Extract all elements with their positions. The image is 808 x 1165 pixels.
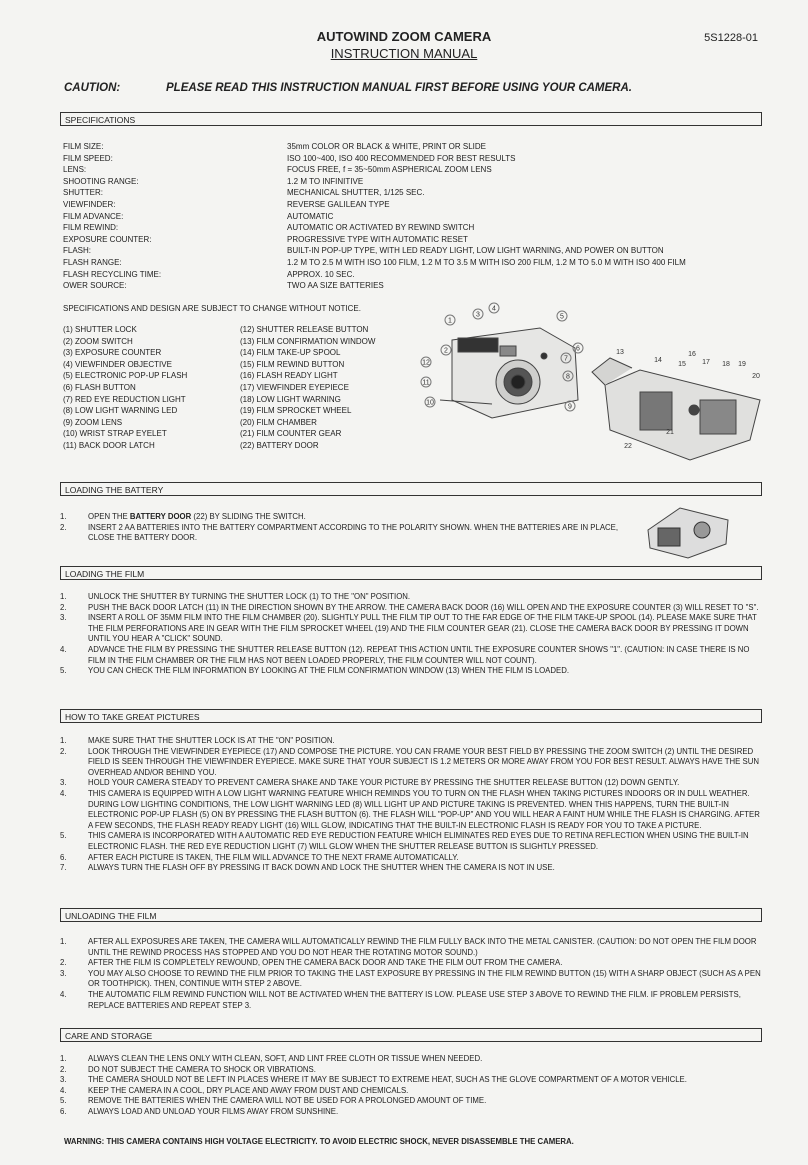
step-text: THIS CAMERA IS INCORPORATED WITH A AUTOMATIC RED EYE REDUCTION FEATURE WHICH ELIMINATES RED EYES DUE TO RETINA REFLECTION WHEN USING THE BUILT-IN ELECTRONIC FLASH. THE RED EYE REDUCTION LIGHT (7) WILL GLOW WHEN THE SHUTTER RELEASE BUTTON IS SLIGHTLY PRESSED. (88, 831, 749, 851)
parts-list-left (63, 324, 187, 452)
spec-value: REVERSE GALILEAN TYPE (287, 200, 390, 209)
list-item (60, 1065, 762, 1076)
warning-text: WARNING: THIS CAMERA CONTAINS HIGH VOLTAGE ELECTRICITY. TO AVOID ELECTRIC SHOCK, NEVER DISASSEMBLE THE CAMERA. (64, 1137, 574, 1146)
list-item (60, 736, 762, 747)
step-number: 1. (60, 512, 67, 521)
spec-value: 1.2 M TO 2.5 M WITH ISO 100 FILM, 1.2 M TO 3.5 M WITH ISO 200 FILM, 1.2 M TO 5.0 M WITH ISO 400 FILM (287, 258, 686, 267)
step-number: 2. (60, 602, 67, 612)
callout-label: 1 (448, 317, 452, 325)
part-item: (11) BACK DOOR LATCH (63, 440, 155, 450)
part-item: (9) ZOOM LENS (63, 417, 123, 427)
step-text: THIS CAMERA IS EQUIPPED WITH A LOW LIGHT WARNING FEATURE WHICH REMINDS YOU TO TURN ON THE FLASH WHEN TAKING PICTURES INDOORS OR IN DULL WEATHER. DURING LOW LIGHTING CONDITIONS, THE LOW LIGHT WARNING LED (8) WILL LIGHT UP AND PICTURE TAKING IS PREVENTED. WHEN THIS HAPPENS, TURN THE BUILT-IN ELECTRONIC POP-UP FLASH (5) ON BY PRESSING THE FLASH BUTTON (6). THE FLASH WILL "POP-UP" AND YOU WILL HEAR A FAINT HUM WHILE THE FLASH IS CHARGING. AFTER A FEW SECONDS, THE FLASH READY READY LIGHT (16) WILL GLOW, INDICATING THAT THE BUILT-IN ELECTRONIC FLASH IS READY FOR YOU TO TAKE A PICTURE. (88, 788, 760, 830)
step-number: 4. (60, 644, 67, 654)
step-text: AFTER ALL EXPOSURES ARE TAKEN, THE CAMERA WILL AUTOMATICALLY REWIND THE FILM FULLY BACK INTO THE METAL CANISTER. (CAUTION: DO NOT OPEN THE FILM DOOR UNTIL THE REWIND PROCESS HAS STOPPED AND YOU DO NOT HEAR THE ROTATING MOTOR SOUND.) (88, 937, 757, 957)
list-item (60, 937, 762, 958)
spec-row (63, 280, 763, 292)
step-text: UNLOCK THE SHUTTER BY TURNING THE SHUTTER LOCK (1) TO THE "ON" POSITION. (88, 592, 411, 601)
spec-row (63, 245, 763, 257)
spec-row (63, 257, 763, 269)
spec-row (63, 141, 763, 153)
step-number: 3. (60, 968, 67, 978)
part-item: (7) RED EYE REDUCTION LIGHT (63, 394, 186, 404)
part-item: (17) VIEWFINDER EYEPIECE (240, 382, 349, 392)
list-item (60, 747, 762, 779)
list-item (60, 778, 762, 789)
part-item: (15) FILM REWIND BUTTON (240, 359, 345, 369)
part-item: (21) FILM COUNTER GEAR (240, 429, 342, 439)
step-text: REMOVE THE BATTERIES WHEN THE CAMERA WILL NOT BE USED FOR A PROLONGED AMOUNT OF TIME. (88, 1096, 487, 1106)
step-number: 2. (60, 522, 67, 532)
spec-label: FLASH RECYCLING TIME: (63, 269, 162, 279)
spec-label: FILM SIZE: (63, 142, 104, 151)
part-item: (13) FILM CONFIRMATION WINDOW (240, 336, 376, 346)
list-item (60, 1054, 762, 1065)
callout-label: 21 (666, 429, 674, 436)
step-text: PUSH THE BACK DOOR LATCH (11) IN THE DIRECTION SHOWN BY THE ARROW. THE CAMERA BACK DOOR (16) WILL OPEN AND THE EXPOSURE COUNTER (3) WILL RESET TO "S". (88, 602, 759, 612)
spec-label: LENS: (63, 165, 87, 175)
great-pictures-steps (60, 736, 762, 874)
callout-label: 20 (752, 373, 760, 380)
callout-label: 4 (492, 305, 496, 313)
step-number: 6. (60, 1106, 67, 1116)
spec-value: APPROX. 10 SEC. (287, 269, 355, 279)
spec-value: AUTOMATIC OR ACTIVATED BY REWIND SWITCH (287, 223, 475, 233)
step-number: 3. (60, 613, 67, 623)
spec-row (63, 199, 763, 211)
step-number: 4. (60, 788, 67, 798)
section-unloading-film: UNLOADING THE FILM (60, 908, 762, 922)
list-item (60, 1107, 762, 1118)
spec-label: FLASH: (63, 246, 92, 256)
step-number: 2. (60, 746, 67, 756)
spec-row (63, 153, 763, 165)
part-item: (10) WRIST STRAP EYELET (63, 429, 167, 439)
part-item: (22) BATTERY DOOR (240, 440, 319, 450)
step-text: INSERT A ROLL OF 35MM FILM INTO THE FILM CHAMBER (20). SLIGHTLY PULL THE FILM TIP OUT TO THE FAR EDGE OF THE FILM TAKE-UP SPOOL (14). PLEASE MAKE SURE THAT THE FILM PERFORATIONS ARE IN GEAR WITH THE FILM SPROCKET WHEEL (19) AND THE FILM COUNTER GEAR (21). CLOSE THE CAMERA BACK DOOR BY PRESSING IT DOWN UNTIL YOU HEAR A "CLICK" SOUND. (88, 613, 757, 644)
list-item: 1. OPEN THE BATTERY DOOR (22) BY SLIDING THE SWITCH. (60, 512, 306, 521)
step-text: HOLD YOUR CAMERA STEADY TO PREVENT CAMERA SHAKE AND TAKE YOUR PICTURE BY PRESSING THE SHUTTER RELEASE BUTTON (12) DOWN GENTLY. (88, 778, 680, 788)
list-item (60, 666, 762, 677)
step-text: DO NOT SUBJECT THE CAMERA TO SHOCK OR VIBRATIONS. (88, 1064, 316, 1074)
spec-label: VIEWFINDER: (63, 200, 116, 209)
section-great-pictures: HOW TO TAKE GREAT PICTURES (60, 709, 762, 723)
callout-label: 11 (422, 379, 430, 387)
callout-label: 22 (624, 443, 632, 450)
spec-label: FILM SPEED: (63, 153, 113, 163)
step-number: 1. (60, 937, 67, 946)
list-item (60, 1096, 762, 1107)
step-text: KEEP THE CAMERA IN A COOL, DRY PLACE AND AWAY FROM DUST AND CHEMICALS. (88, 1085, 409, 1095)
part-item: (4) VIEWFINDER OBJECTIVE (63, 359, 172, 369)
callout-label: 3 (476, 311, 480, 319)
list-item (60, 789, 762, 831)
callout-label: 6 (576, 345, 580, 353)
step-text: ADVANCE THE FILM BY PRESSING THE SHUTTER RELEASE BUTTON (12). REPEAT THIS ACTION UNTIL THE EXPOSURE COUNTER SHOWS "1". (CAUTION: IN CASE THERE IS NO FILM IN THE FILM CHAMBER OR THE FILM HAS NOT BEEN LOADED PROPERLY, THE FILM COUNTER WILL NOT COUNT). (88, 644, 750, 665)
spec-label: FILM REWIND: (63, 223, 119, 233)
part-item: (14) FILM TAKE-UP SPOOL (240, 348, 341, 358)
step-number: 7. (60, 863, 67, 873)
list-item (60, 969, 762, 990)
step-number: 2. (60, 958, 67, 968)
spec-label: OWER SOURCE: (63, 281, 127, 291)
spec-label: SHUTTER: (63, 188, 103, 198)
document-subtitle: INSTRUCTION MANUAL (330, 46, 478, 61)
step-text: YOU MAY ALSO CHOOSE TO REWIND THE FILM PRIOR TO TAKING THE LAST EXPOSURE BY PRESSING IN THE FILM REWIND BUTTON (15) WITH A SHARP OBJECT (SUCH AS A PEN OR TOOTHPICK). THEN, CONTINUE WITH STEP 2 ABOVE. (88, 968, 761, 989)
spec-value: PROGRESSIVE TYPE WITH AUTOMATIC RESET (287, 234, 468, 244)
callout-label: 9 (568, 403, 572, 411)
callout-label: 18 (722, 361, 730, 368)
list-item (60, 592, 762, 603)
step-text: LOOK THROUGH THE VIEWFINDER EYEPIECE (17) AND COMPOSE THE PICTURE. YOU CAN FRAME YOUR BEST FIELD BY PRESSING THE ZOOM SWITCH (2) UNTIL THE DESIRED FIELD IS SEEN THROUGH THE VIEWFINDER EYEPIECE. MAKE SURE THAT YOUR SUBJECT IS 1.2 METERS OR MORE AWAY FROM YOU FOR BEST RESULT. ALWAYS HAVE THE SUN OVERHEAD AND/OR BEHIND YOU. (88, 746, 759, 777)
spec-value: TWO AA SIZE BATTERIES (287, 281, 384, 291)
callout-label: 13 (616, 349, 624, 356)
step-text: ALWAYS CLEAN THE LENS ONLY WITH CLEAN, SOFT, AND LINT FREE CLOTH OR TISSUE WHEN NEEDED. (88, 1054, 483, 1063)
spec-label: FILM ADVANCE: (63, 211, 124, 221)
spec-label: SHOOTING RANGE: (63, 176, 139, 186)
spec-value: ISO 100~400, ISO 400 RECOMMENDED FOR BEST RESULTS (287, 153, 516, 163)
spec-row (63, 164, 763, 176)
section-loading-battery: LOADING THE BATTERY (60, 482, 762, 496)
spec-row (63, 187, 763, 199)
part-item: (1) SHUTTER LOCK (63, 325, 137, 334)
list-item (60, 990, 762, 1011)
loading-film-steps (60, 592, 762, 677)
part-item: (19) FILM SPROCKET WHEEL (240, 406, 352, 416)
list-item: 2. INSERT 2 AA BATTERIES INTO THE BATTERY COMPARTMENT ACCORDING TO THE POLARITY SHOWN. WHEN THE BATTERIES ARE IN PLACE, CLOSE THE BATTERY DOOR. (60, 522, 619, 543)
step-number: 5. (60, 831, 67, 841)
spec-row (63, 211, 763, 223)
callout-label: 8 (566, 373, 570, 381)
list-item (60, 645, 762, 666)
step-text: AFTER EACH PICTURE IS TAKEN, THE FILM WILL ADVANCE TO THE NEXT FRAME AUTOMATICALLY. (88, 852, 459, 862)
caution-text: PLEASE READ THIS INSTRUCTION MANUAL FIRST BEFORE USING YOUR CAMERA. (166, 82, 632, 94)
spec-value: AUTOMATIC (287, 211, 334, 221)
step-number: 2. (60, 1064, 67, 1074)
part-item: (6) FLASH BUTTON (63, 382, 136, 392)
callout-label: 5 (560, 313, 564, 321)
callout-label: 2 (444, 347, 448, 355)
list-item (60, 1086, 762, 1097)
step-number: 1. (60, 1054, 67, 1063)
list-item (60, 1075, 762, 1086)
step-text: AFTER THE FILM IS COMPLETELY REWOUND, OPEN THE CAMERA BACK DOOR AND TAKE THE FILM OUT FROM THE CAMERA. (88, 958, 563, 968)
battery-door-illustration (640, 500, 735, 562)
step-text: ALWAYS TURN THE FLASH OFF BY PRESSING IT BACK DOWN AND LOCK THE SHUTTER WHEN THE CAMERA IS NOT IN USE. (88, 863, 555, 873)
part-item: (2) ZOOM SWITCH (63, 336, 133, 346)
camera-front-illustration (440, 328, 578, 418)
spec-label: EXPOSURE COUNTER: (63, 234, 152, 244)
section-loading-film: LOADING THE FILM (60, 566, 762, 580)
section-specifications: SPECIFICATIONS (60, 112, 762, 126)
step-number: 5. (60, 666, 67, 676)
step-text: MAKE SURE THAT THE SHUTTER LOCK IS AT THE "ON" POSITION. (88, 736, 335, 745)
spec-row (63, 234, 763, 246)
list-item (60, 958, 762, 969)
step-number: 1. (60, 736, 67, 745)
caution-label: CAUTION: (64, 82, 121, 94)
callout-label: 16 (688, 351, 696, 358)
step-number: 6. (60, 852, 67, 862)
part-item: (3) EXPOSURE COUNTER (63, 348, 162, 358)
spec-value: MECHANICAL SHUTTER, 1/125 SEC. (287, 188, 425, 198)
spec-value: FOCUS FREE, f = 35~50mm ASPHERICAL ZOOM LENS (287, 165, 492, 175)
callout-label: 14 (654, 357, 662, 364)
parts-list-right (240, 324, 375, 452)
specifications-notice: SPECIFICATIONS AND DESIGN ARE SUBJECT TO CHANGE WITHOUT NOTICE. (63, 304, 361, 313)
section-care-storage: CARE AND STORAGE (60, 1028, 762, 1042)
specifications-table (63, 141, 763, 293)
list-item (60, 613, 762, 645)
part-item: (18) LOW LIGHT WARNING (240, 394, 341, 404)
step-number: 3. (60, 1075, 67, 1085)
step-number: 5. (60, 1096, 67, 1106)
step-number: 4. (60, 989, 67, 999)
part-item: (5) ELECTRONIC POP-UP FLASH (63, 371, 188, 381)
unloading-film-steps (60, 937, 762, 1011)
step-text: THE AUTOMATIC FILM REWIND FUNCTION WILL NOT BE ACTIVATED WHEN THE BATTERY IS LOW. PLEASE USE STEP 3 ABOVE TO REWIND THE FILM. IF PROBLEM PERSISTS, REPLACE BATTERIES AND REPEAT STEP 3. (88, 989, 741, 1010)
callout-label: 17 (702, 359, 710, 366)
part-item: (20) FILM CHAMBER (240, 417, 317, 427)
spec-value: BUILT-IN POP-UP TYPE, WITH LED READY LIGHT, LOW LIGHT WARNING, AND POWER ON BUTTON (287, 246, 664, 256)
document-number: 5S1228-01 (704, 32, 758, 44)
step-number: 1. (60, 592, 67, 601)
camera-back-illustration (592, 358, 760, 460)
part-item: (8) LOW LIGHT WARNING LED (63, 406, 178, 416)
step-text: THE CAMERA SHOULD NOT BE LEFT IN PLACES WHERE IT MAY BE SUBJECT TO EXTREME HEAT, SUCH AS THE GLOVE COMPARTMENT OF A MOTOR VEHICLE. (88, 1075, 687, 1085)
callout-label: 15 (678, 361, 686, 368)
step-number: 4. (60, 1085, 67, 1095)
list-item (60, 853, 762, 864)
camera-parts-diagram (400, 300, 785, 470)
list-item (60, 603, 762, 614)
step-text: ALWAYS LOAD AND UNLOAD YOUR FILMS AWAY FROM SUNSHINE. (88, 1106, 339, 1116)
list-item (60, 831, 762, 852)
part-item: (12) SHUTTER RELEASE BUTTON (240, 325, 369, 334)
loading-battery-steps (60, 512, 620, 544)
spec-label: FLASH RANGE: (63, 258, 122, 267)
callout-label: 10 (426, 399, 434, 407)
document-title: AUTOWIND ZOOM CAMERA (316, 29, 492, 44)
spec-row (63, 176, 763, 188)
spec-value: 1.2 M TO INFINITIVE (287, 176, 364, 186)
callout-label: 7 (564, 355, 568, 363)
part-item: (16) FLASH READY LIGHT (240, 371, 338, 381)
spec-row (63, 222, 763, 234)
spec-value: 35mm COLOR OR BLACK & WHITE, PRINT OR SLIDE (287, 142, 486, 151)
step-text: YOU CAN CHECK THE FILM INFORMATION BY LOOKING AT THE FILM CONFIRMATION WINDOW (13) WHEN THE FILM IS LOADED. (88, 666, 569, 676)
callout-label: 19 (738, 361, 746, 368)
step-number: 3. (60, 778, 67, 788)
callout-label: 12 (422, 359, 430, 367)
care-storage-steps (60, 1054, 762, 1118)
spec-row (63, 269, 763, 281)
list-item (60, 863, 762, 874)
